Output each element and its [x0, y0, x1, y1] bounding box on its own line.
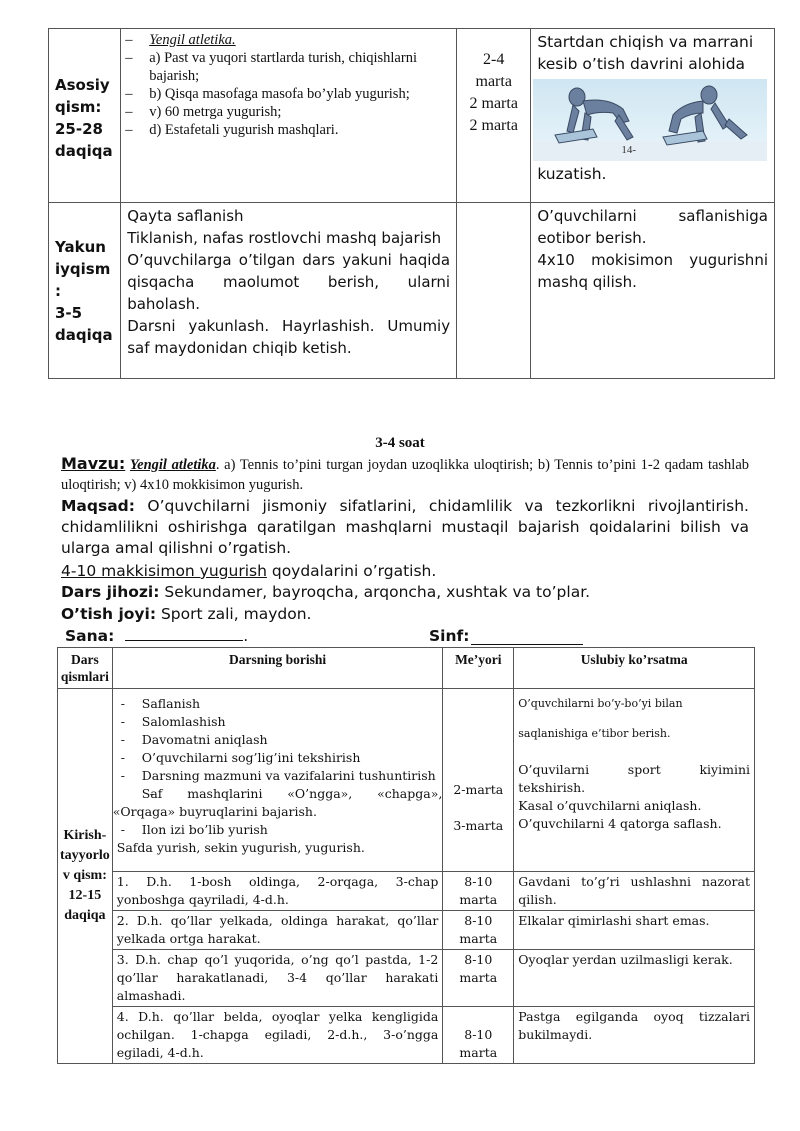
list-item: – v) 60 metrga yugurish; — [125, 103, 452, 121]
list-item: Safda yurish, sekin yugurish, yugurish. — [116, 840, 365, 855]
list-item: - Davomatni aniqlash — [113, 731, 443, 749]
section-label-final: Yakun iyqism : 3-5 daqiqa — [49, 203, 121, 379]
lesson-equipment: Dars jihozi: Sekundamer, bayroqcha, arqoncha, xushtak va to’plar. — [61, 583, 591, 601]
list-item: – a) Past va yuqori startlarda turish, chiqishlarni bajarish; — [125, 49, 452, 85]
list-item: - Darsning mazmuni va vazifalarini tushuntirish — [113, 767, 443, 785]
method-notes: Startdan chiqish va marrani kesib o’tish davrini alohida 14- kuzatish. — [531, 29, 775, 203]
section-label-intro: Kirish- tayyorlo v qism: 12-15 daqiqa — [58, 689, 113, 1064]
lesson-location: O’tish joyi: Sport zali, maydon. — [61, 605, 312, 623]
list-item: - O’quvchilarni sog’lig’ini tekshirish — [113, 749, 443, 767]
main-part-content — [121, 29, 457, 203]
table-row — [58, 689, 755, 872]
header-method: Uslubiy ko’rsatma — [514, 648, 755, 689]
lesson-plan-table-top — [48, 28, 775, 379]
lesson-goal: Maqsad: O’quvchilarni jismoniy sifatlarini, chidamlilik va tezkorlikni rivojlantirish. chidamlilikni oshirishga qaratilgan mashqlarni mustaqil bajarish qoidalarini bilish va ularga amal qilishni o’rgatish. — [61, 497, 749, 557]
table-row — [49, 203, 775, 379]
list-item: – Yengil atletika. — [125, 31, 452, 49]
list-item: – b) Qisqa masofaga masofa bo’ylab yugurish; — [125, 85, 452, 103]
list-item: - Saflanish — [113, 695, 443, 713]
lesson-plan-table-bottom — [57, 647, 755, 1064]
final-part-content: Qayta saflanish Tiklanish, nafas rostlovchi mashq bajarish O’quvchilarga o’tilgan dars yakuni haqida qisqacha maolumot berish, ularni baholash. Darsni yakunlash. Hayrlashish. Umumiy saf maydonidan chiqib ketish. — [121, 203, 457, 379]
final-method-notes: O’quvchilarni saflanishiga eotibor berish. 4x10 mokisimon yugurishni mashq qilish. — [531, 203, 775, 379]
table-row: 3. D.h. chap qo’l yuqorida, o’ng qo’l pastda, 1-2 qo’llar harakatlanadi, 3-4 qo’llar harakati almashadi. 8-10 marta Oyoqlar yerdan uzilmasligi kerak. — [58, 950, 755, 1007]
header-lesson-flow: Darsning borishi — [112, 648, 443, 689]
list-item: - Ilon izi bo’lib yurish — [113, 821, 443, 839]
list-item: – d) Estafetali yugurish mashqlari. — [125, 121, 452, 139]
intro-counts: 2-marta 3-marta — [443, 689, 514, 872]
header-norm: Me’yori — [443, 648, 514, 689]
intro-method-notes: O’quvchilarni bo’y-bo’yi bilan saqlanishiga e’tibor berish. O’quvilarni sport kiyimini tekshirish. Kasal o’quvchilarni aniqlash. O’quvchilarni 4 qatorga saflash. — [514, 689, 755, 872]
lesson-heading: 3-4 soat — [375, 435, 425, 451]
sprint-start-illustration — [533, 79, 767, 161]
table-row: 1. D.h. 1-bosh oldinga, 2-orqaga, 3-chap yonboshga qayriladi, 4-d.h. 8-10 marta Gavdani to’g’ri ushlashni nazorat qilish. — [58, 872, 755, 911]
table-row: 4. D.h. qo’llar belda, oyoqlar yelka kengligida ochilgan. 1-chapga egiladi, 2-d.h., 3-o’ngga egiladi, 4-d.h. 8-10 marta Pastga egilganda oyoq tizzalari bukilmaydi. — [58, 1007, 755, 1064]
table-header-row — [58, 648, 755, 689]
figure-number: 14- — [621, 144, 636, 156]
intro-step-list — [113, 689, 443, 857]
table-row: 2. D.h. qo’llar yelkada, oldinga harakat, qo’llar yelkada ortga harakat. 8-10 marta Elkalar qimirlashi shart emas. — [58, 911, 755, 950]
header-lesson-parts: Dars qismlari — [58, 648, 113, 689]
lesson-topic: Mavzu: Yengil atletika. a) Tennis to’pini turgan joydan uzoqlikka uloqtirish; b) Tennis to’pini 1-2 qadam tashlab uloqtirish; v) 4x10 mokkisimon yugurish. — [61, 454, 750, 493]
date-label: Sana: — [65, 627, 115, 645]
repetition-counts: 2-4 marta 2 marta 2 marta — [457, 29, 531, 203]
list-item: - Salomlashish — [113, 713, 443, 731]
date-class-line: Sana: . Sinf: — [65, 626, 625, 647]
class-blank — [471, 628, 583, 645]
date-blank — [125, 640, 243, 641]
exercise-list — [121, 29, 456, 139]
intro-steps — [112, 689, 443, 872]
list-item: - Saf mashqlarini «O’ngga», «chapga», «Orqaga» buyruqlarini bajarish. — [113, 785, 443, 821]
table-row — [49, 29, 775, 203]
class-label: Sinf: — [429, 627, 470, 645]
empty-count-cell — [457, 203, 531, 379]
section-label-main: Asosiy qism: 25-28 daqiqa — [49, 29, 121, 203]
lesson-rule: 4-10 makkisimon yugurish qoydalarini o’rgatish. — [61, 562, 437, 580]
